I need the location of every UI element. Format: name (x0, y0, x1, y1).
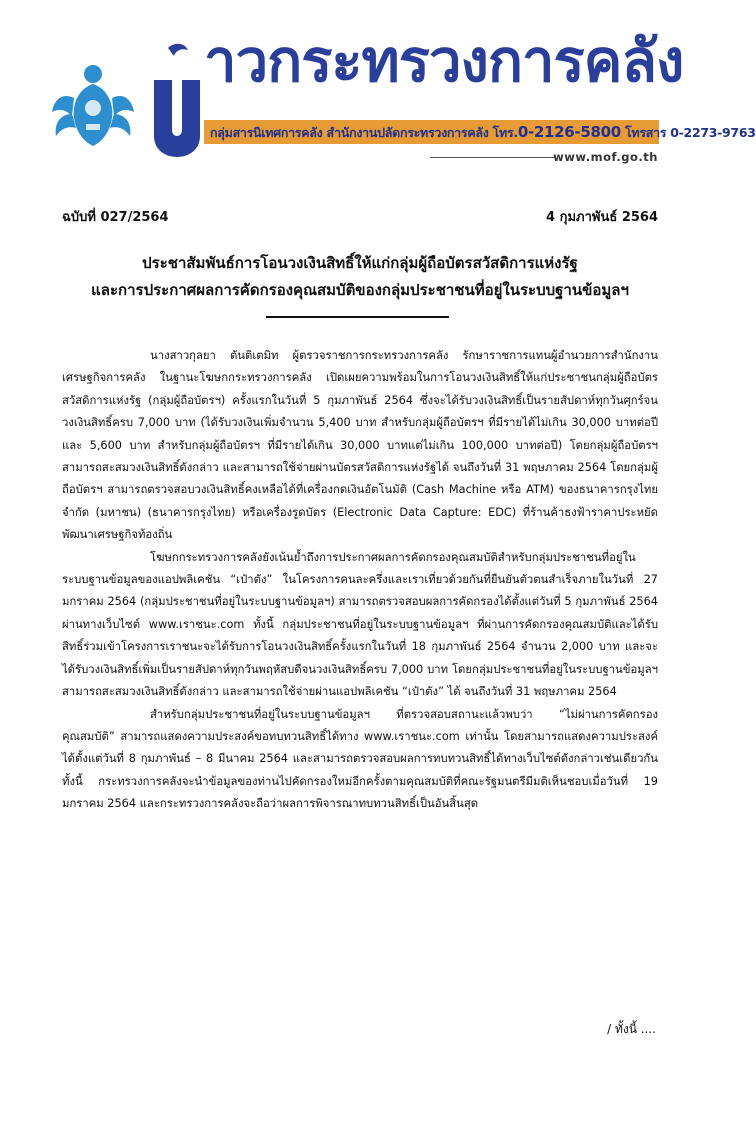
issue-date: 4 กุมภาพันธ์ 2564 (546, 210, 658, 225)
title-underline (266, 316, 449, 318)
brand-title: าวกระทรวงการคลัง (204, 27, 684, 95)
title-line-2: และการประกาศผลการคัดกรองคุณสมบัติของกลุ่มประชาชนที่อยู่ในระบบฐานข้อมูลฯ (91, 281, 629, 299)
website-rule (430, 157, 555, 158)
website-text: www.mof.go.th (553, 150, 658, 164)
issue-number: ฉบับที่ 027/2564 (62, 210, 169, 225)
paragraph-1: นางสาวกุลยา ตันติเตมิท ผู้ตรวจราชการกระทรวงการคลัง รักษาราชการแทนผู้อำนวยการสำนักงานเศรษฐกิจการคลัง ในฐานะโฆษกกระทรวงการคลัง เปิดเผยความพร้อมในการโอนวงเงินสิทธิ์ให้แก่ประชาชนกลุ่มผู้ถือบัตรสวัสดิการแห่งรัฐ (กลุ่มผู้ถือบัตรฯ) ครั้งแรกในวันที่ 5 กุมภาพันธ์ 2564 ซึ่งจะได้รับวงเงินสิทธิ์เป็นรายสัปดาห์ทุกวันศุกร์จนวงเงินสิทธิ์ครบ 7,000 บาท (ได้รับวงเงินเพิ่มจำนวน 5,400 บาท สำหรับกลุ่มผู้ถือบัตรฯ ที่มีรายได้ไม่เกิน 30,000 บาทต่อปี และ 5,600 บาท สำหรับกลุ่มผู้ถือบัตรฯ ที่มีรายได้เกิน 30,000 บาทแต่ไม่เกิน 100,000 บาทต่อปี) โดยกลุ่มผู้ถือบัตรฯ สามารถสะสมวงเงินสิทธิ์ดังกล่าว และสามารถใช้จ่ายผ่านบัตรสวัสดิการแห่งรัฐได้ จนถึงวันที่ 31 พฤษภาคม 2564 โดยกลุ่มผู้ถือบัตรฯ สามารถตรวจสอบวงเงินสิทธิ์คงเหลือได้ที่เครื่องกดเงินอัตโนมัติ (Cash Machine หรือ ATM) ของธนาคารกรุงไทย จำกัด (มหาชน) (ธนาคารกรุงไทย) หรือเครื่องรูดบัตร (Electronic Data Capture: EDC) ที่ร้านค้าธงฟ้าราคาประหยัดพัฒนาเศรษฐกิจท้องถิ่น (62, 349, 658, 542)
ministry-emblem-icon (50, 58, 136, 150)
page-title (60, 250, 660, 304)
paragraph-3: สำหรับกลุ่มประชาชนที่อยู่ในระบบฐานข้อมูลฯ ที่ตรวจสอบสถานะแล้วพบว่า “ไม่ผ่านการคัดกรองคุณสมบัติ” สามารถแสดงความประสงค์ขอทบทวนสิทธิ์ได้ทาง www.เราชนะ.com เท่านั้น โดยสามารถแสดงความประสงค์ได้ตั้งแต่วันที่ 8 กุมภาพันธ์ – 8 มีนาคม 2564 และสามารถตรวจสอบผลการทบทวนสิทธิ์ได้ทางเว็บไซต์ดังกล่าวเช่นเดียวกัน ทั้งนี้ กระทรวงการคลังจะนำข้อมูลของท่านไปคัดกรองใหม่อีกครั้งตามคุณสมบัติที่คณะรัฐมนตรีมีมติเห็นชอบเมื่อวันที่ 19 มกราคม 2564 และกระทรวงการคลังจะถือว่าผลการพิจารณาทบทวนสิทธิ์เป็นอันสิ้นสุด (62, 707, 658, 811)
continuation-note: / ทั้งนี้ .... (607, 1022, 656, 1036)
letterhead (0, 0, 756, 185)
title-line-1: ประชาสัมพันธ์การโอนวงเงินสิทธิ์ให้แก่กลุ่มผู้ถือบัตรสวัสดิการแห่งรัฐ (142, 254, 578, 272)
brand-contact-text: กลุ่มสารนิเทศการคลัง สำนักงานปลัดกระทรวงการคลัง โทร.0-2126-5800 โทรสาร 0-2273-9763 (210, 123, 756, 141)
paragraph-2: โฆษกกระทรวงการคลังยังเน้นย้ำถึงการประกาศผลการคัดกรองคุณสมบัติสำหรับกลุ่มประชาชนที่อยู่ในระบบฐานข้อมูลของแอปพลิเคชัน “เป๋าตัง” ในโครงการคนละครึ่งและเราเที่ยวด้วยกันที่ยืนยันตัวตนสำเร็จภายในวันที่ 27 มกราคม 2564 (กลุ่มประชาชนที่อยู่ในระบบฐานข้อมูลฯ) สามารถตรวจสอบผลการคัดกรองได้ตั้งแต่วันที่ 5 กุมภาพันธ์ 2564 ผ่านทางเว็บไซต์ www.เราชนะ.com ทั้งนี้ กลุ่มประชาชนที่อยู่ในระบบฐานข้อมูลฯ ที่ผ่านการคัดกรองคุณสมบัติและได้รับสิทธิ์ร่วมเข้าโครงการเราชนะจะได้รับการโอนวงเงินสิทธิ์ครั้งแรกในวันที่ 18 กุมภาพันธ์ 2564 จำนวน 2,000 บาท และจะได้รับวงเงินสิทธิ์เพิ่มเป็นรายสัปดาห์ทุกวันพฤหัสบดีจนวงเงินสิทธิ์ครบ 7,000 บาท โดยกลุ่มประชาชนที่อยู่ในระบบฐานข้อมูลฯ สามารถสะสมวงเงินสิทธิ์ดังกล่าว และสามารถใช้จ่ายผ่านแอปพลิเคชัน “เป๋าตัง” ได้ จนถึงวันที่ 31 พฤษภาคม 2564 (62, 550, 658, 699)
brand-mark-icon (150, 40, 202, 158)
press-release-body (62, 345, 658, 816)
